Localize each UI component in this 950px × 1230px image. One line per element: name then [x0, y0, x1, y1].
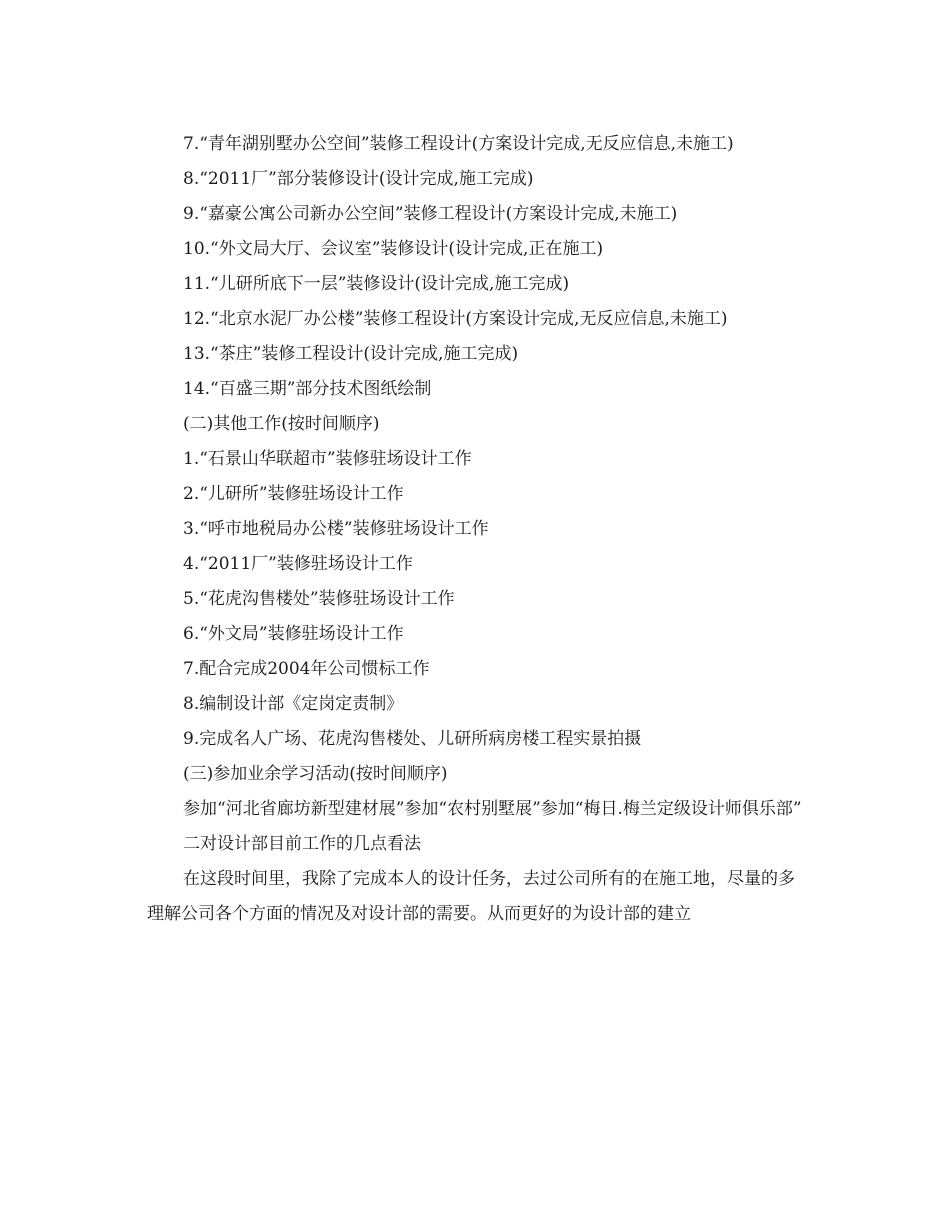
paragraph: 2.“儿研所”装修驻场设计工作: [183, 484, 404, 504]
section-heading: (二)其他工作(按时间顺序): [183, 414, 380, 434]
paragraph: 14.“百盛三期”部分技术图纸绘制: [183, 379, 432, 399]
paragraph: 8.“2011厂”部分装修设计(设计完成,施工完成): [183, 169, 534, 189]
paragraph: 4.“2011厂”装修驻场设计工作: [183, 554, 413, 574]
section-heading: (三)参加业余学习活动(按时间顺序): [183, 764, 448, 784]
paragraph: 参加“河北省廊坊新型建材展”参加“农村别墅展”参加“梅日.梅兰定级设计师俱乐部”: [183, 799, 802, 819]
paragraph: 7.配合完成2004年公司惯标工作: [183, 659, 430, 679]
paragraph: 10.“外文局大厅、会议室”装修设计(设计完成,正在施工): [183, 239, 604, 259]
paragraph: 6.“外文局”装修驻场设计工作: [183, 624, 404, 644]
section-heading: 二对设计部目前工作的几点看法: [183, 834, 421, 854]
paragraph: 9.完成名人广场、花虎沟售楼处、儿研所病房楼工程实景拍摄: [183, 729, 642, 749]
paragraph: 9.“嘉豪公寓公司新办公空间”装修工程设计(方案设计完成,未施工): [183, 204, 678, 224]
paragraph: 1.“石景山华联超市”装修驻场设计工作: [183, 449, 472, 469]
paragraph: 8.编制设计部《定岗定责制》: [183, 694, 404, 714]
paragraph: 在这段时间里，我除了完成本人的设计任务，去过公司所有的在施工地，尽量的多理解公司各个方面的情况及对设计部的需要。从而更好的为设计部的建立: [147, 869, 795, 924]
document-body: [147, 127, 807, 932]
paragraph: 13.“茶庄”装修工程设计(设计完成,施工完成): [183, 344, 519, 364]
paragraph: 5.“花虎沟售楼处”装修驻场设计工作: [183, 589, 455, 609]
paragraph: 3.“呼市地税局办公楼”装修驻场设计工作: [183, 519, 489, 539]
paragraph: 7.“青年湖别墅办公空间”装修工程设计(方案设计完成,无反应信息,未施工): [183, 134, 734, 154]
paragraph: 12.“北京水泥厂办公楼”装修工程设计(方案设计完成,无反应信息,未施工): [183, 309, 728, 329]
paragraph: 11.“儿研所底下一层”装修设计(设计完成,施工完成): [183, 274, 570, 294]
